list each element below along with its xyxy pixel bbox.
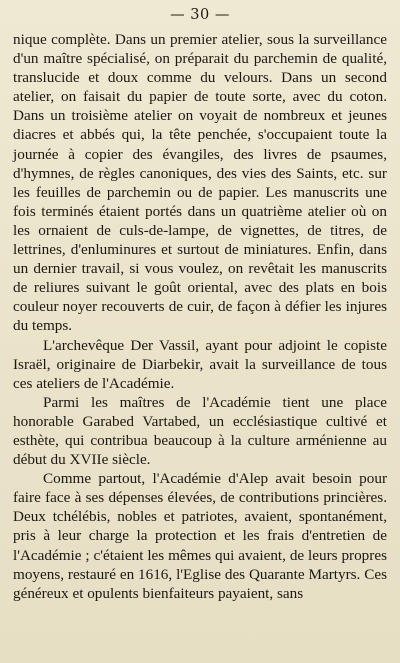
paragraph-masters: Parmi les maîtres de l'Académie tient une place honorable Garabed Vartabed, un ecclésiastique cultivé et esthète, qui contribua beaucoup à la culture arménienne au début du XVIIe siècle. [13,393,387,469]
page-number: — 30 — [170,7,230,23]
paragraph-archbishop: L'archevêque Der Vassil, ayant pour adjoint le copiste Israël, originaire de Diarbekir, avait la surveillance de tous ces ateliers de l'Académie. [13,336,387,392]
paragraph-workshops: nique complète. Dans un premier atelier, sous la surveillance d'un maître spécialisé, on préparait du parchemin de qualité, translucide et doux comme du velours. Dans un second atelier, on faisait du papier de toute sorte, avec du coton. Dans un troisième atelier on voyait de nombreux et jeunes diacres et abbés qui, la tête penchée, s'occupaient toute la journée à copier des évangiles, des livres de psaumes, d'hymnes, de règles canoniques, des vies des Saints, etc. sur les feuilles de parchemin ou de papier. Les manuscrits une fois terminés étaient portés dans un quatrième atelier où on les ornaient de culs-de-lampe, de vignettes, de titres, de lettrines, d'enluminures et surtout de miniatures. Enfin, dans un dernier travail, si vous voulez, on revêtait les manuscrits de reliures suivant le goût oriental, avec des plats en bois couleur noyer recouverts de cuir, de façon à défier les injures du temps. [13,31,387,335]
paragraph-patrons: Comme partout, l'Académie d'Alep avait besoin pour faire face à ses dépenses élevées, de contributions princières. Deux tchélébis, nobles et patriotes, avaient, spontanément, pris à leur charge la protection et les frais d'entretien de l'Académie ; c'étaient les mêmes qui avaient, de leurs propres moyens, restauré en 1616, l'Eglise des Quarante Martyrs. Ces généreux et opulents bienfaiteurs payaient, sans [13,470,387,602]
body-text [13,30,387,603]
